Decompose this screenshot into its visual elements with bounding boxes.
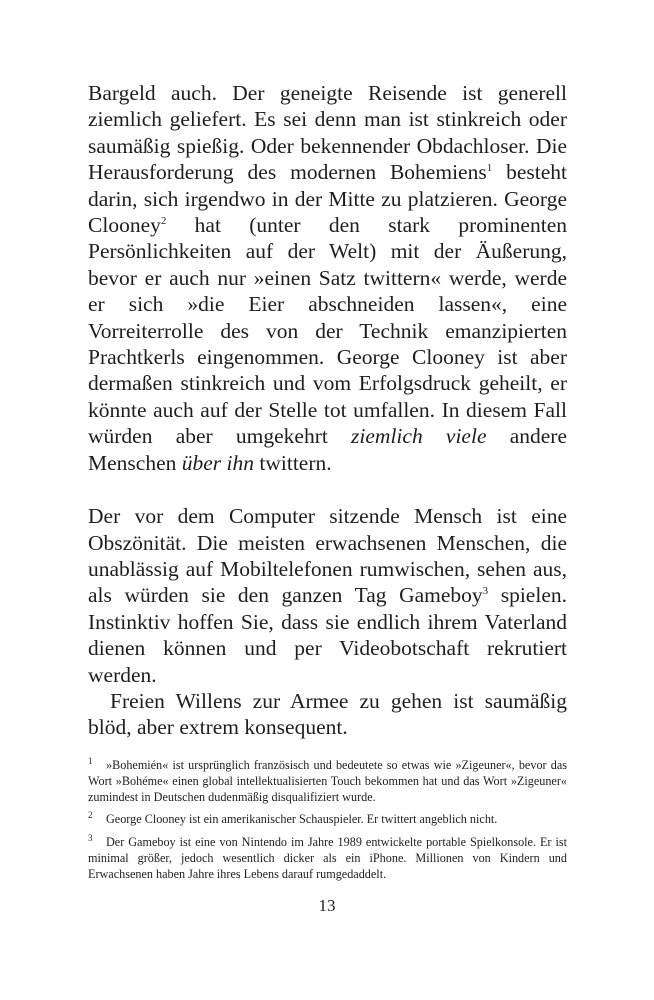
text-segment: Bargeld auch. Der geneigte Reisende ist generell ziemlich geliefert. Es sei denn man ist stinkreich oder saumäßig spießig. Oder bekennender Obdachloser. Die Herausforderung des modernen Bohemiens xyxy=(88,81,567,185)
footnotes xyxy=(88,757,567,882)
footnote-text: Der Gameboy ist eine von Nintendo im Jahre 1989 entwickelte portable Spielkonsole. Er ist minimal größer, jedoch wesentlich dicker als ein iPhone. Millionen von Kindern und Erwachsenen haben Jahre ihres Lebens darauf rumgedaddelt. xyxy=(88,834,567,881)
book-page xyxy=(88,80,567,888)
emphasis-text: ziemlich viele xyxy=(351,424,487,449)
footnote-ref-3: 3 xyxy=(482,585,489,598)
footnote-2: 2 George Clooney ist ein amerikanischer Schauspieler. Er twittert angeblich nicht. xyxy=(88,810,498,827)
text-segment: besteht darin, sich irgendwo in der Mitte zu platzieren. George Clooney xyxy=(88,160,567,238)
footnote-ref-2: 2 xyxy=(160,214,167,227)
text-segment: Freien Willens zur Armee zu gehen ist saumäßig blöd, aber extrem konsequent. xyxy=(88,688,567,740)
footnote-text: »Bohemién« ist ursprünglich französisch und bedeutete so etwas wie »Zigeuner«, bevor das Wort »Bohéme« einen global intellektualisierten Touch bekommen hat und das Wort »Zigeuner« zumindest in Deutschen dudenmäßig disqualifiziert wurde. xyxy=(88,757,567,805)
emphasis-text: über ihn xyxy=(181,450,255,475)
text-segment: Der vor dem Computer sitzende Mensch ist eine Obszönität. Die meisten erwachsenen Menschen, die unablässig auf Mobiltelefonen rumwischen, sehen aus, als würden sie den ganzen Tag Gameboy xyxy=(88,504,567,608)
text-segment: hat (unter den stark prominenten Persönlichkeiten auf der Welt) mit der Äußerung, bevor er auch nur »einen Satz twittern« werde, werde er sich »die Eier abschneiden lassen«, eine Vorreiterrolle des von der Technik emanzipierten Prachtkerls eingenommen. George Clooney ist aber dermaßen stinkreich und vom Erfolgsdruck geheilt, er könnte auch auf der Stelle tot umfallen. In diesem Fall würden aber umgekehrt xyxy=(88,213,567,449)
paragraph-2 xyxy=(88,503,567,688)
footnote-text: George Clooney ist ein amerikanischer Schauspieler. Er twittert angeblich nicht. xyxy=(106,812,498,827)
text-segment: twittern. xyxy=(254,450,332,475)
footnote-1: 1 »Bohemién« ist ursprünglich französisch und bedeutete so etwas wie »Zigeuner«, bevor das Wort »Bohéme« einen global intellektualisierten Touch bekommen hat und das Wort »Zigeuner« zumindest in Deutschen dudenmäßig disqualifiziert wurde. xyxy=(88,755,567,805)
text-segment: spielen. Instinktiv hoffen Sie, dass sie endlich ihrem Vaterland dienen können und per Videobotschaft rekrutiert werden. xyxy=(88,583,567,687)
text-segment: andere Menschen xyxy=(88,424,567,475)
page-number: 13 xyxy=(318,896,336,915)
footnote-ref-1: 1 xyxy=(486,162,493,175)
paragraph-1 xyxy=(88,80,567,476)
paragraph-3 xyxy=(88,688,567,741)
footnote-3: 3 Der Gameboy ist eine von Nintendo im Jahre 1989 entwickelte portable Spielkonsole. Er ist minimal größer, jedoch wesentlich dicker als ein iPhone. Millionen von Kindern und Erwachsenen haben Jahre ihres Lebens darauf rumgedaddelt. xyxy=(88,832,567,881)
